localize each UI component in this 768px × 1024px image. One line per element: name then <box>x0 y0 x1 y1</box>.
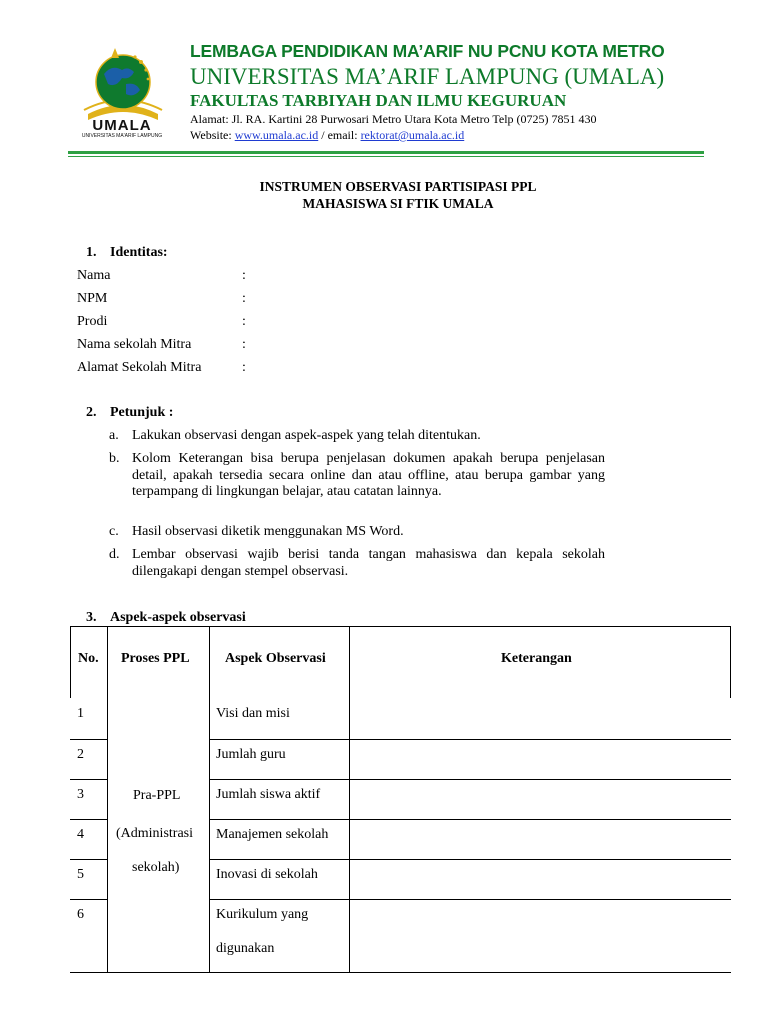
process-administrasi: (Administrasi <box>116 826 193 841</box>
row-line <box>70 899 107 900</box>
row-line <box>70 779 107 780</box>
faculty-name: FAKULTAS TARBIYAH DAN ILMU KEGURUAN <box>190 91 567 110</box>
field-label-prodi: Prodi <box>77 314 108 329</box>
section-title: Petunjuk : <box>110 405 174 420</box>
section-aspek-heading <box>86 610 246 626</box>
field-colon: : <box>242 268 246 283</box>
header-no: No. <box>78 651 99 666</box>
title-line-2: MAHASISWA SI FTIK UMALA <box>302 196 494 211</box>
row-line <box>209 739 731 740</box>
field-label-npm: NPM <box>77 291 108 306</box>
section-title: Identitas: <box>110 245 168 260</box>
instruction-item <box>109 428 605 445</box>
row-line <box>209 859 731 860</box>
section-number: 2. <box>86 405 97 420</box>
process-pra-ppl: Pra-PPL <box>133 788 181 803</box>
section-number: 3. <box>86 610 97 625</box>
instruction-item <box>109 547 605 580</box>
section-number: 1. <box>86 245 97 260</box>
row-number: 6 <box>77 907 84 922</box>
logo-text: UMALA <box>92 117 152 134</box>
row-number: 3 <box>77 787 84 802</box>
item-text: Kolom Keterangan bisa berupa penjelasan dokumen apakah berupa penjelasan detail, apakah tersedia secara online dan atau offline, atau berupa gambar yang terpampang di lingkungan belajar, atau catatan lainnya. <box>132 451 605 499</box>
logo-subtext: UNIVERSITAS MA'ARIF LAMPUNG <box>81 133 163 139</box>
institution-line: LEMBAGA PENDIDIKAN MA’ARIF NU PCNU KOTA METRO <box>190 41 665 61</box>
table-border-bottom <box>70 972 731 973</box>
field-colon: : <box>242 291 246 306</box>
item-text: Hasil observasi diketik menggunakan MS Word. <box>132 524 404 539</box>
row-number: 4 <box>77 827 84 842</box>
field-label-nama: Nama <box>77 268 111 283</box>
table-border-right <box>730 626 731 698</box>
row-line <box>209 899 731 900</box>
process-sekolah: sekolah) <box>132 860 180 875</box>
address: Alamat: Jl. RA. Kartini 28 Purwosari Metro Utara Kota Metro Telp (0725) 7851 430 <box>190 112 597 126</box>
section-title: Aspek-aspek observasi <box>110 610 246 625</box>
aspect-cell: Kurikulum yang <box>216 907 309 922</box>
item-letter: b. <box>109 451 120 466</box>
row-line <box>209 779 731 780</box>
field-label-alamat-sekolah: Alamat Sekolah Mitra <box>77 360 202 375</box>
item-text: Lakukan observasi dengan aspek-aspek yang telah ditentukan. <box>132 428 481 443</box>
header-keterangan: Keterangan <box>501 651 572 666</box>
item-text: Lembar observasi wajib berisi tanda tangan mahasiswa dan kepala sekolah dilengakapi dengan stempel observasi. <box>132 547 605 579</box>
aspect-cell: Manajemen sekolah <box>216 827 329 842</box>
row-line <box>70 819 107 820</box>
letterhead <box>72 36 712 156</box>
row-line <box>209 819 731 820</box>
website-label: Website: <box>190 128 235 142</box>
row-line <box>70 739 107 740</box>
email-label: / email: <box>318 128 361 142</box>
field-colon: : <box>242 337 246 352</box>
section-petunjuk-heading <box>86 405 173 421</box>
row-number: 2 <box>77 747 84 762</box>
aspect-cell-line2: digunakan <box>216 941 275 956</box>
col-divider <box>349 626 350 973</box>
header-rule-thin <box>68 156 704 157</box>
field-colon: : <box>242 314 246 329</box>
col-divider <box>107 626 108 973</box>
table-border-left <box>70 626 71 698</box>
header-aspek: Aspek Observasi <box>225 651 326 666</box>
university-name: UNIVERSITAS MA’ARIF LAMPUNG (UMALA) <box>190 64 665 89</box>
instruction-item <box>109 524 605 541</box>
aspect-cell: Inovasi di sekolah <box>216 867 318 882</box>
table-border-top <box>70 626 731 627</box>
col-divider <box>209 626 210 973</box>
contact-line <box>190 128 464 143</box>
item-letter: a. <box>109 428 119 443</box>
aspect-cell: Visi dan misi <box>216 706 290 721</box>
row-number: 1 <box>77 706 84 721</box>
aspect-cell: Jumlah guru <box>216 747 286 762</box>
aspect-cell: Jumlah siswa aktif <box>216 787 321 802</box>
title-line-1: INSTRUMEN OBSERVASI PARTISIPASI PPL <box>259 179 537 194</box>
observation-table <box>70 626 731 973</box>
email-link[interactable]: rektorat@umala.ac.id <box>360 128 465 142</box>
document-title <box>0 178 768 212</box>
row-number: 5 <box>77 867 84 882</box>
field-label-nama-sekolah: Nama sekolah Mitra <box>77 337 192 352</box>
row-line <box>70 859 107 860</box>
header-proses: Proses PPL <box>121 651 190 666</box>
header-rule-thick <box>68 151 704 154</box>
item-letter: c. <box>109 524 119 539</box>
field-colon: : <box>242 360 246 375</box>
instruction-item <box>109 451 605 501</box>
section-identitas-heading <box>86 245 168 261</box>
website-link[interactable]: www.umala.ac.id <box>234 128 319 142</box>
item-letter: d. <box>109 547 120 562</box>
